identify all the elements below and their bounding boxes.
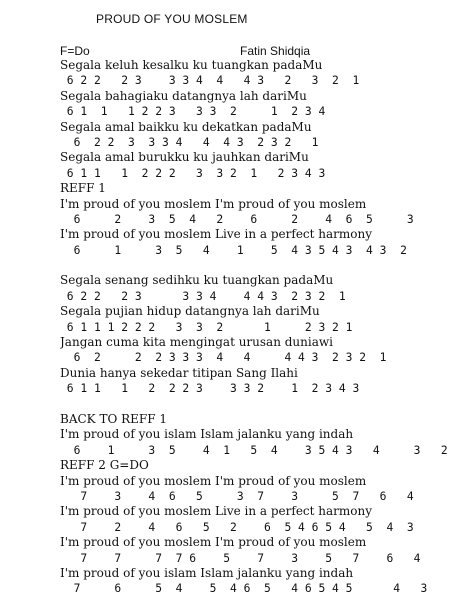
lyric-line: Dunia hanya sekedar titipan Sang Ilahi bbox=[60, 365, 298, 380]
lyric-line: Segala amal baikku ku dekatkan padaMu bbox=[60, 119, 312, 134]
notation-line: 6 2 2 2 3 3 3 4 4 4 3 2 3 2 1 bbox=[60, 74, 360, 88]
song-title: PROUD OF YOU MOSLEM bbox=[96, 12, 248, 26]
notation-line: 7 6 5 4 5 4 6 5 4 6 5 4 5 4 3 bbox=[60, 582, 428, 596]
artist-name: Fatin Shidqia bbox=[240, 44, 311, 58]
notation-line: 7 7 7 7 6 5 7 3 5 7 6 4 bbox=[60, 551, 421, 565]
notation-line: 7 3 4 6 5 3 7 3 5 7 6 4 bbox=[60, 489, 414, 503]
notation-line: 7 2 4 6 5 2 6 5 4 6 5 4 5 4 3 bbox=[60, 520, 414, 534]
lyric-line: I'm proud of you moslem I'm proud of you moslem bbox=[60, 473, 367, 488]
notation-line: 6 1 1 1 2 2 2 3 3 2 1 2 3 4 3 bbox=[60, 166, 326, 180]
key-label: F=Do bbox=[60, 44, 90, 58]
notation-line: 6 2 2 2 3 3 3 4 4 4 3 2 3 2 1 bbox=[60, 289, 346, 303]
notation-line: 6 1 1 1 2 2 2 3 3 3 2 1 2 3 4 3 bbox=[60, 382, 360, 396]
notation-line: 6 2 3 5 4 2 6 2 4 6 5 3 bbox=[60, 212, 414, 226]
notation-line: 6 1 1 1 2 2 3 3 3 2 1 2 3 4 bbox=[60, 105, 326, 119]
lyric-line: I'm proud of you islam Islam jalanku yang indah bbox=[60, 427, 354, 442]
notation-line: 6 1 1 1 2 2 2 3 3 2 1 2 3 2 1 bbox=[60, 320, 353, 334]
lyric-line: I'm proud of you moslem I'm proud of you moslem bbox=[60, 535, 367, 550]
section-heading: BACK TO REFF 1 bbox=[60, 411, 167, 426]
notation-line: 6 1 3 5 4 1 5 4 3 5 4 3 4 3 2 bbox=[60, 443, 448, 457]
section-heading: REFF 1 bbox=[60, 181, 106, 196]
chord-sheet bbox=[60, 58, 450, 597]
lyric-line: I'm proud of you moslem Live in a perfect harmony bbox=[60, 504, 373, 519]
section-heading: REFF 2 G=DO bbox=[60, 458, 149, 473]
lyric-line: I'm proud of you moslem I'm proud of you moslem bbox=[60, 196, 367, 211]
lyric-line: Segala pujian hidup datangnya lah dariMu bbox=[60, 304, 320, 319]
lyric-line: Segala keluh kesalku ku tuangkan padaMu bbox=[60, 58, 323, 72]
notation-line: 6 1 3 5 4 1 5 4 3 5 4 3 4 3 2 bbox=[60, 243, 407, 257]
lyric-line: Segala amal burukku ku jauhkan dariMu bbox=[60, 150, 309, 165]
blank-line bbox=[60, 258, 450, 273]
lyric-line: Segala bahagiaku datangnya lah dariMu bbox=[60, 88, 307, 103]
blank-line bbox=[60, 397, 450, 412]
lyric-line: Segala senang sedihku ku tuangkan padaMu bbox=[60, 273, 334, 288]
lyric-line: I'm proud of you islam Islam jalanku yang indah bbox=[60, 565, 354, 580]
lyric-line: Jangan cuma kita mengingat urusan duniawi bbox=[60, 335, 333, 350]
notation-line: 6 2 2 2 3 3 3 4 4 4 4 3 2 3 2 1 bbox=[60, 351, 387, 365]
notation-line: 6 2 2 3 3 3 4 4 4 3 2 3 2 1 bbox=[60, 135, 319, 149]
lyric-line: I'm proud of you moslem Live in a perfect harmony bbox=[60, 227, 373, 242]
